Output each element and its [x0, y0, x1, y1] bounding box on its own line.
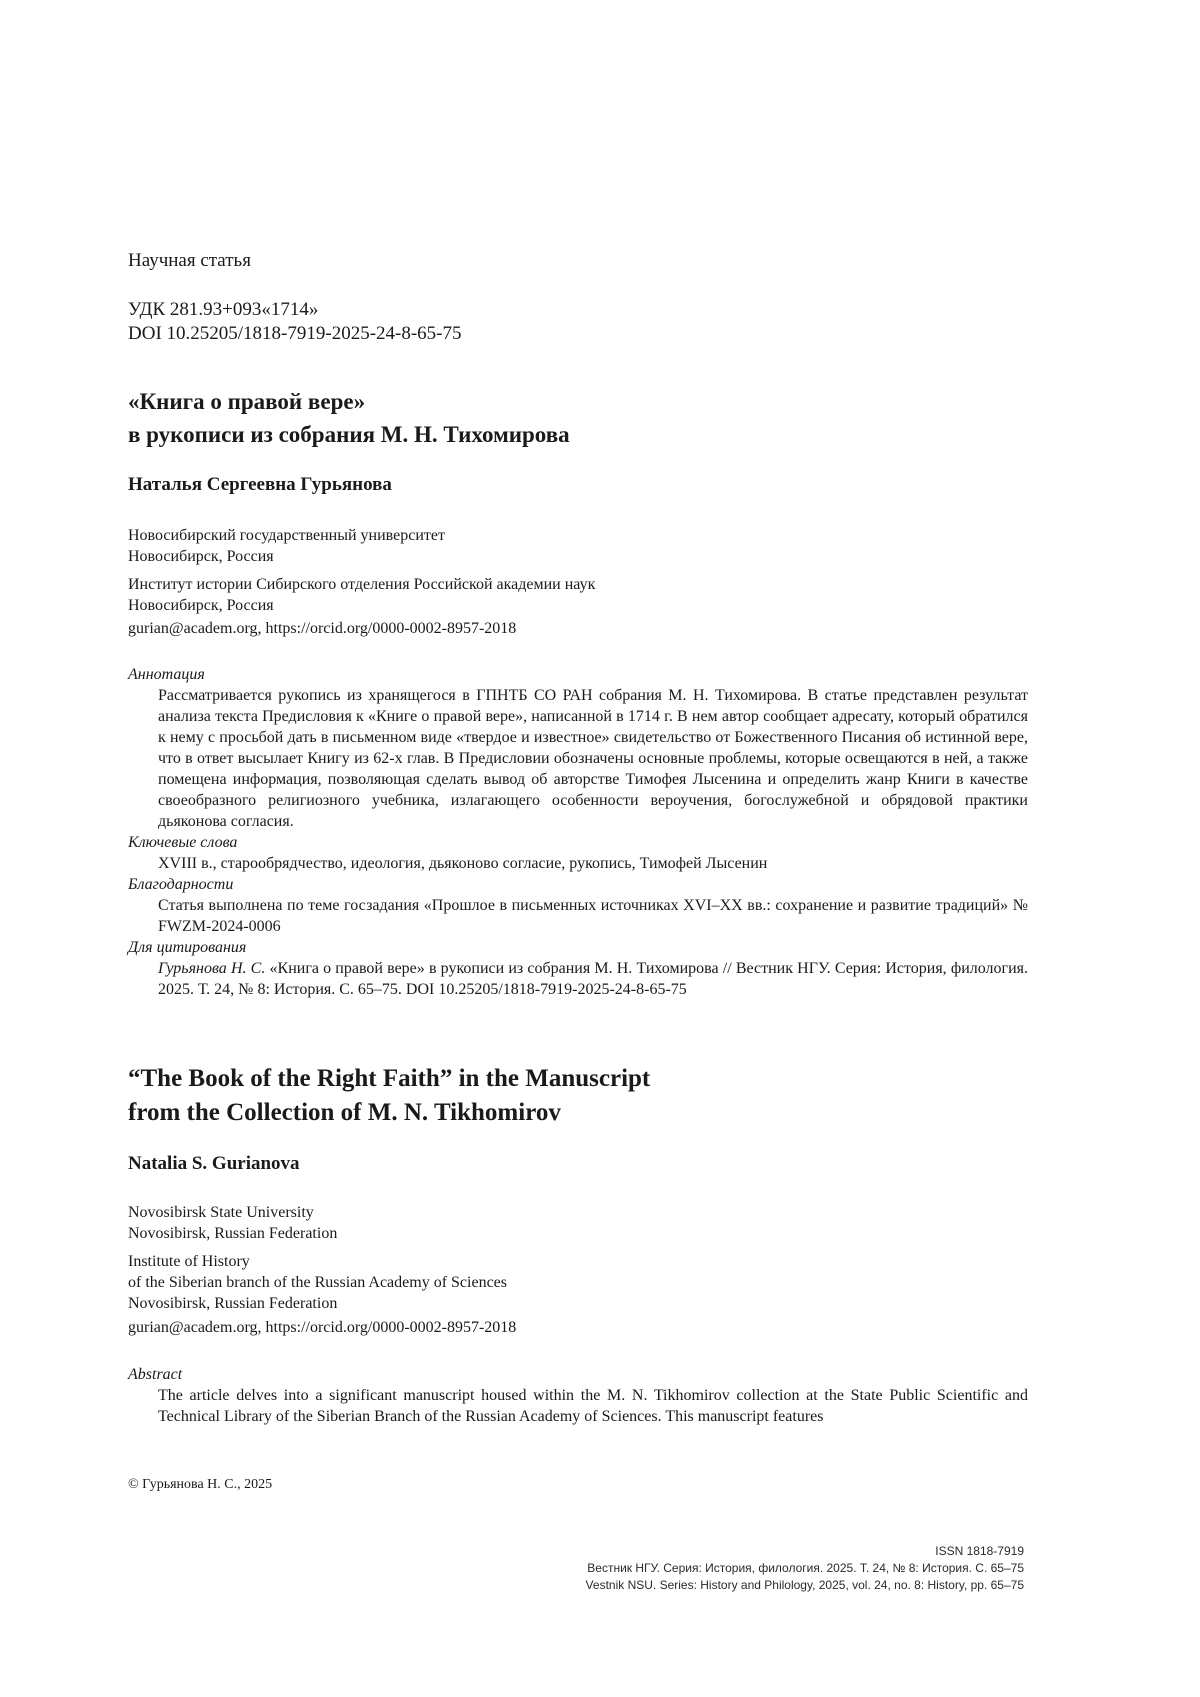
issn: ISSN 1818-7919	[424, 1543, 1024, 1560]
en-aff2-branch: of the Siberian branch of the Russian Academy of Sciences	[128, 1272, 1028, 1293]
keywords-label: Ключевые слова	[128, 832, 1028, 853]
doi[interactable]: DOI 10.25205/1818-7919-2025-24-8-65-75	[128, 322, 1028, 346]
en-aff2-institution: Institute of History	[128, 1251, 1028, 1272]
en-title-line1: “The Book of the Right Faith” in the Manuscript	[128, 1062, 1028, 1096]
abstract-text: The article delves into a significant manuscript housed within the M. N. Tikhomirov collection at the State Public Scientific and Technical Library of the Siberian Branch of the Russian Academy of Sciences. This manuscript features	[128, 1385, 1028, 1427]
ru-metadata	[128, 664, 1028, 1000]
en-abstract	[128, 1364, 1028, 1427]
citation-body: «Книга о правой вере» в рукописи из собрания М. Н. Тихомирова // Вестник НГУ. Серия: История, филология. 2025. Т. 24, № 8: История. С. 65–75. DOI 10.25205/1818-7919-2025-24-8-65-75	[158, 960, 1028, 998]
en-affiliations	[128, 1202, 1028, 1314]
annotation-text: Рассматривается рукопись из хранящегося в ГПНТБ СО РАН собрания М. Н. Тихомирова. В статье представлен результат анализа текста Предисловия к «Книге о правой вере», написанной в 1714 г. В нем автор сообщает адресату, который обратился к нему с просьбой дать в письменном виде «твердое и известное» свидетельство от Божественного Писания об истинной вере, что в ответ высылает Книгу из 62-х глав. В Предисловии обозначены основные проблемы, которые освещаются в ней, а также помещена информация, позволяющая сделать вывод об авторстве Тимофея Лысенина и определить жанр Книги в качестве своеобразного религиозного учебника, излагающего особенности вероучения, богослужебной и обрядовой практики дьяконова согласия.	[128, 685, 1028, 832]
citation-text	[128, 958, 1028, 1000]
citation-author: Гурьянова Н. С.	[158, 960, 265, 977]
udk-code: УДК 281.93+093«1714»	[128, 298, 1028, 322]
identifiers	[128, 298, 1028, 346]
ru-title-line2: в рукописи из собрания М. Н. Тихомирова	[128, 418, 1028, 451]
en-title-line2: from the Collection of M. N. Tikhomirov	[128, 1096, 1028, 1130]
ru-aff2-city: Новосибирск, Россия	[128, 595, 1028, 616]
ru-author: Наталья Сергеевна Гурьянова	[128, 474, 1028, 496]
ru-title-line1: «Книга о правой вере»	[128, 385, 1028, 418]
citation-label: Для цитирования	[128, 937, 1028, 958]
ru-contact[interactable]: gurian@academ.org, https://orcid.org/0000-0002-8957-2018	[128, 620, 1028, 638]
ru-aff1-city: Новосибирск, Россия	[128, 546, 1028, 567]
en-aff1-institution: Novosibirsk State University	[128, 1202, 1028, 1223]
acknowledgements-text: Статья выполнена по теме госзадания «Прошлое в письменных источниках XVI–XX вв.: сохранение и развитие традиций» № FWZM-2024-0006	[128, 895, 1028, 937]
journal-footer	[424, 1543, 1024, 1594]
article-first-page	[0, 0, 1200, 1697]
keywords-text: XVIII в., старообрядчество, идеология, дьяконово согласие, рукопись, Тимофей Лысенин	[128, 853, 1028, 874]
en-aff1-city: Novosibirsk, Russian Federation	[128, 1223, 1028, 1244]
copyright: © Гурьянова Н. С., 2025	[128, 1477, 272, 1493]
en-contact[interactable]: gurian@academ.org, https://orcid.org/0000-0002-8957-2018	[128, 1319, 1028, 1337]
article-type: Научная статья	[128, 250, 1028, 272]
ru-affiliations	[128, 525, 1028, 616]
footer-en-citation: Vestnik NSU. Series: History and Philology, 2025, vol. 24, no. 8: History, pp. 65–75	[424, 1577, 1024, 1594]
en-aff2-city: Novosibirsk, Russian Federation	[128, 1293, 1028, 1314]
en-title	[128, 1062, 1028, 1130]
annotation-label: Аннотация	[128, 664, 1028, 685]
ru-title	[128, 385, 1028, 451]
acknowledgements-label: Благодарности	[128, 874, 1028, 895]
ru-aff1-institution: Новосибирский государственный университет	[128, 525, 1028, 546]
ru-aff2-institution: Институт истории Сибирского отделения Российской академии наук	[128, 574, 1028, 595]
footer-ru-citation: Вестник НГУ. Серия: История, филология. 2025. Т. 24, № 8: История. С. 65–75	[424, 1560, 1024, 1577]
abstract-label: Abstract	[128, 1364, 1028, 1385]
en-author: Natalia S. Gurianova	[128, 1153, 1028, 1175]
